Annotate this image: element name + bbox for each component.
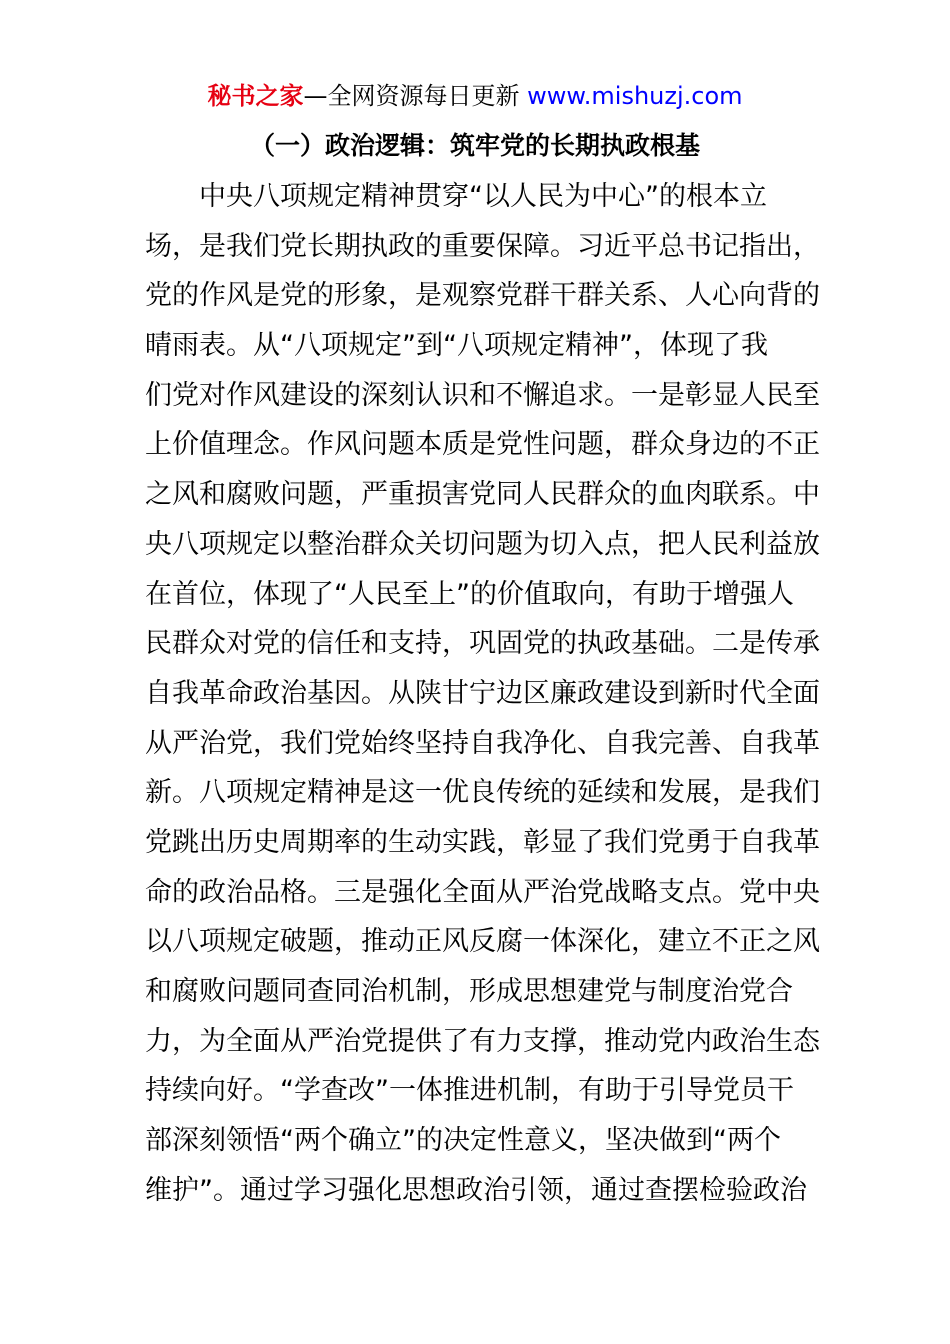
paragraph-line: 晴雨表。从“八项规定”到“八项规定精神”，体现了我 [145,330,768,362]
paragraph-line: 部深刻领悟“两个确立”的决定性意义，坚决做到“两个 [145,1125,781,1157]
site-header [0,80,950,112]
paragraph-line: 央八项规定以整治群众关切问题为切入点，把人民利益放 [145,528,820,560]
paragraph-line: 之风和腐败问题，严重损害党同人民群众的血肉联系。中 [145,479,820,511]
body-paragraph [145,172,820,1215]
paragraph-line: 和腐败问题同查同治机制，形成思想建党与制度治党合 [145,976,793,1007]
paragraph-line: 们党对作风建设的深刻认识和不懈追求。一是彰显人民至 [145,379,820,411]
site-url-link[interactable]: www.mishuzj.com [527,82,743,110]
paragraph-line: 力，为全面从严治党提供了有力支撑，推动党内政治生态 [145,1025,820,1057]
paragraph-line: 命的政治品格。三是强化全面从严治党战略支点。党中央 [145,876,820,908]
paragraph-line: 场，是我们党长期执政的重要保障。习近平总书记指出， [145,230,820,262]
paragraph-line: 中央八项规定精神贯穿“以人民为中心”的根本立 [145,181,767,212]
paragraph-line: 党跳出历史周期率的生动实践，彰显了我们党勇于自我革 [145,826,820,858]
paragraph-line: 上价值理念。作风问题本质是党性问题，群众身边的不正 [145,429,820,461]
paragraph-line: 持续向好。“学查改”一体推进机制，有助于引导党员干 [145,1075,794,1107]
paragraph-line: 党的作风是党的形象，是观察党群干群关系、人心向背的 [145,280,820,312]
paragraph-line: 从严治党，我们党始终坚持自我净化、自我完善、自我革 [145,727,820,759]
paragraph-line: 新。八项规定精神是这一优良传统的延续和发展，是我们 [145,777,820,809]
paragraph-line: 以八项规定破题，推动正风反腐一体深化，建立不正之风 [145,926,820,958]
site-tagline: —全网资源每日更新 [303,82,528,110]
paragraph-line: 民群众对党的信任和支持，巩固党的执政基础。二是传承 [145,628,820,660]
brand-name: 秘书之家 [207,82,304,110]
paragraph-line: 在首位，体现了“人民至上”的价值取向，有助于增强人 [145,578,794,610]
section-heading: （一）政治逻辑：筑牢党的长期执政根基 [249,131,700,160]
paragraph-line: 维护”。通过学习强化思想政治引领，通过查摆检验政治 [145,1174,807,1206]
paragraph-line: 自我革命政治基因。从陕甘宁边区廉政建设到新时代全面 [145,677,820,709]
